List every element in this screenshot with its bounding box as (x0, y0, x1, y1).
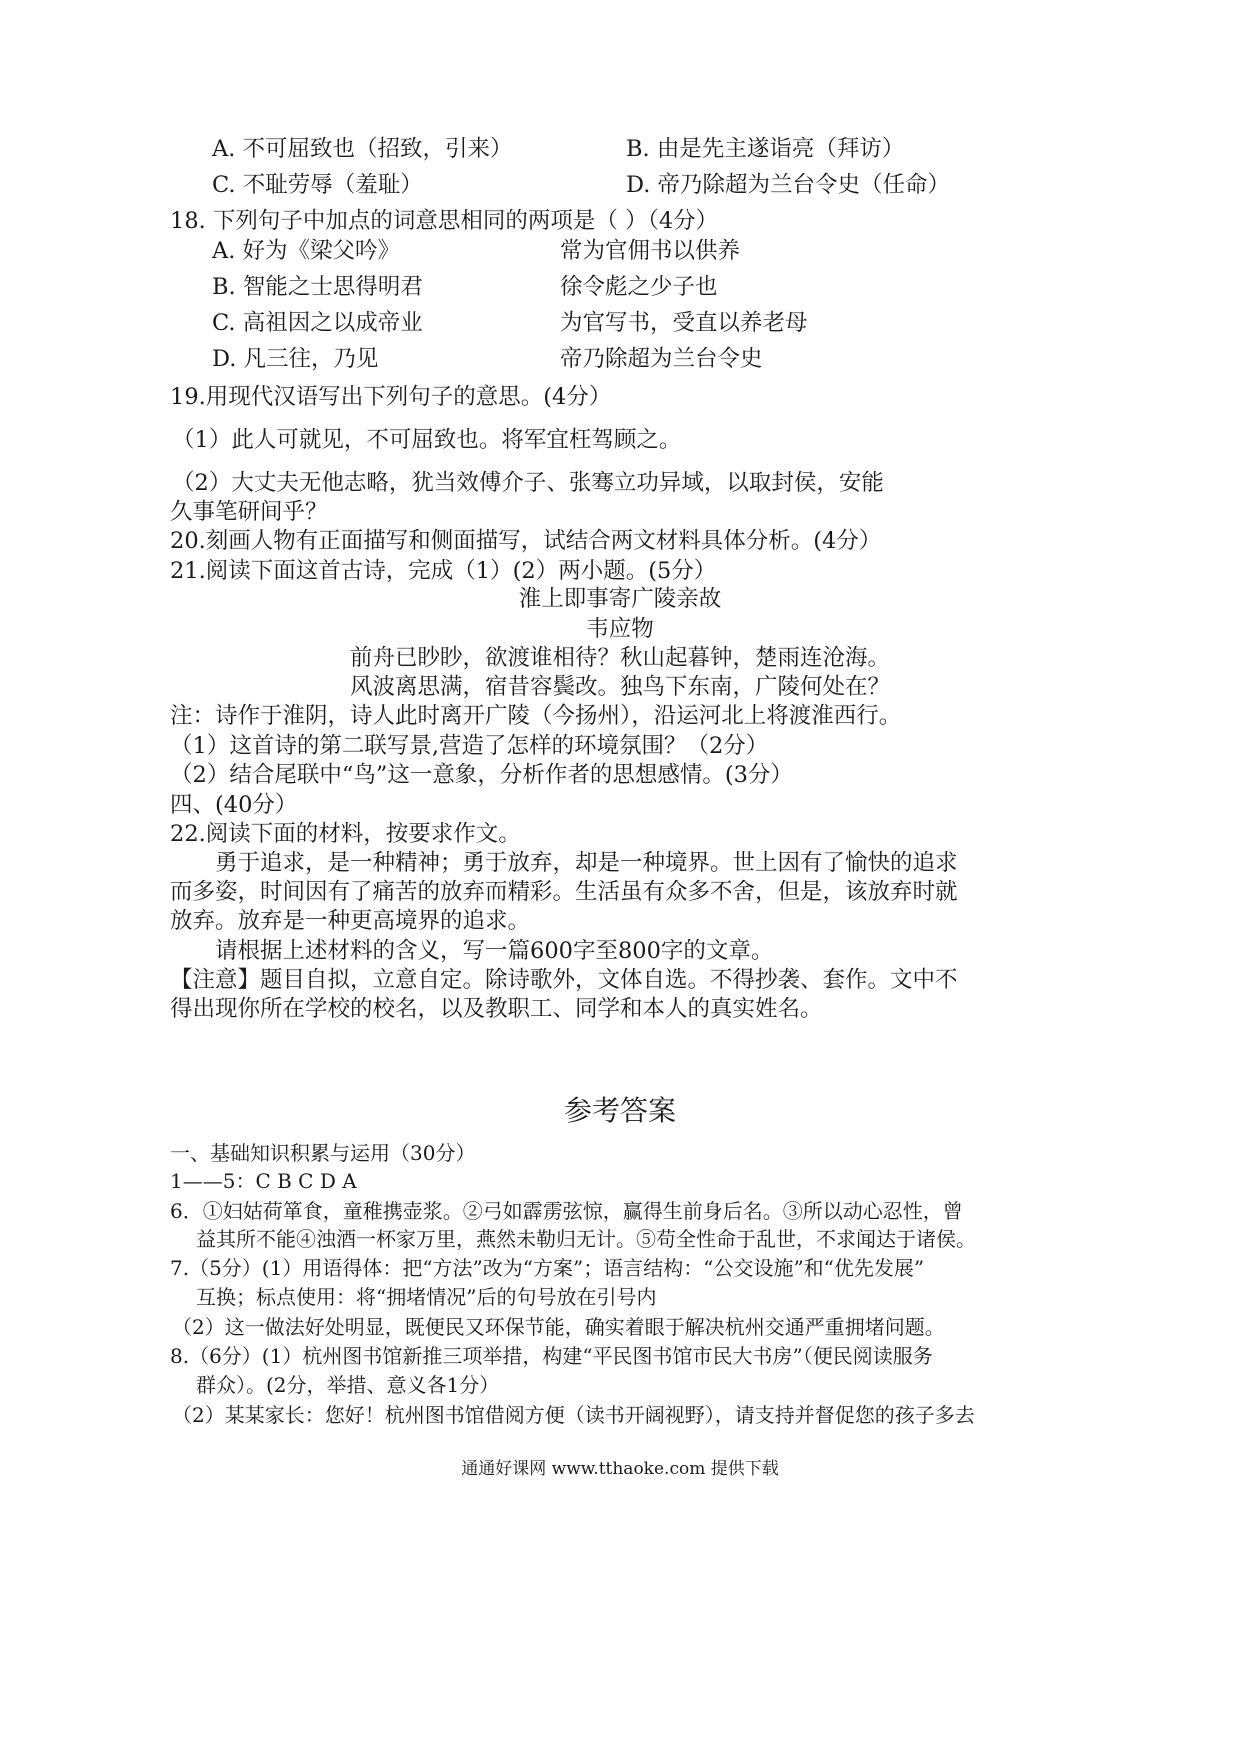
answers-section-1: 一、基础知识积累与运用（30分） (170, 1141, 476, 1165)
answer-7-line-3: （2）这一做法好处明显，既便民又环保节能，确实着眼于解决杭州交通严重拥堵问题。 (172, 1315, 945, 1339)
q18-row-a-left: A. 好为《梁父吟》 (212, 238, 401, 264)
q17-option-a: A. 不可屈致也（招致，引来） (212, 136, 513, 162)
section-4-heading: 四、(40分） (170, 792, 298, 818)
q17-option-c: C. 不耻劳辱（羞耻） (212, 172, 423, 198)
answer-6-line-2: 益其所不能④浊酒一杯家万里，燕然未勒归无计。⑤苟全性命于乱世，不求闻达于诸侯。 (196, 1227, 976, 1251)
poem-line-2: 风波离思满，宿昔容鬓改。独鸟下东南，广陵何处在？ (349, 674, 890, 700)
q19-sentence-2a: （2）大丈夫无他志略，犹当效傅介子、张骞立功异域，以取封侯，安能 (172, 470, 884, 496)
q21-sub-question-1: （1）这首诗的第二联写景,营造了怎样的环境氛围？（2分） (170, 733, 769, 759)
q18-row-b-left: B. 智能之士思得明君 (212, 274, 423, 300)
q22-material-line-2: 而多姿，时间因有了痛苦的放弃而精彩。生活虽有众多不舍，但是，该放弃时就 (170, 879, 958, 905)
q18-row-b-right: 徐令彪之少子也 (560, 274, 718, 300)
q22-material-line-3: 放弃。放弃是一种更高境界的追求。 (170, 908, 531, 934)
answers-title: 参考答案 (563, 1094, 676, 1127)
poem-title: 淮上即事寄广陵亲故 (518, 586, 722, 612)
q18-row-a-right: 常为官佣书以供养 (560, 238, 741, 264)
poem-line-1: 前舟已眇眇，欲渡谁相待？秋山起暮钟，楚雨连沧海。 (349, 645, 890, 671)
q18-stem: 18. 下列句子中加点的词意思相同的两项是（ ）（4分） (170, 208, 719, 234)
q19-sentence-2b: 久事笔研间乎？ (170, 499, 328, 525)
q19-sentence-1: （1）此人可就见，不可屈致也。将军宜枉驾顾之。 (172, 427, 682, 453)
answer-7-line-2: 互换；标点使用：将“拥堵情况”后的句号放在引号内 (196, 1285, 657, 1309)
answer-6-line-1: 6．①妇姑荷箪食，童稚携壶浆。②弓如霹雳弦惊，赢得生前身后名。③所以动心忍性，曾 (170, 1199, 963, 1223)
page-footer: 通通好课网 www.tthaoke.com 提供下载 (461, 1459, 779, 1479)
q22-requirement: 请根据上述材料的含义，写一篇600字至800字的文章。 (215, 938, 774, 964)
answers-1-5: 1——5：C B C D A (170, 1169, 357, 1193)
q17-option-b: B. 由是先主遂诣亮（拜访） (626, 136, 905, 162)
answer-7-line-1: 7.（5分）(1）用语得体：把“方法”改为“方案”；语言结构：“公交设施”和“优先发展” (170, 1256, 925, 1280)
q22-stem: 22.阅读下面的材料，按要求作文。 (170, 821, 521, 847)
q18-row-d-left: D. 凡三往，乃见 (212, 346, 379, 372)
poem-author: 韦应物 (586, 616, 654, 642)
q18-row-c-right: 为官写书，受直以养老母 (560, 310, 808, 336)
q21-sub-question-2: （2）结合尾联中“鸟”这一意象，分析作者的思想感情。(3分） (170, 762, 793, 788)
q19-stem: 19.用现代汉语写出下列句子的意思。(4分） (170, 384, 612, 410)
q22-notice-line-1: 【注意】题目自拟，立意自定。除诗歌外，文体自选。不得抄袭、套作。文中不 (170, 967, 958, 993)
q22-material-line-1: 勇于追求，是一种精神；勇于放弃，却是一种境界。世上因有了愉快的追求 (215, 850, 958, 876)
q22-notice-line-2: 得出现你所在学校的校名，以及教职工、同学和本人的真实姓名。 (170, 996, 823, 1022)
q17-option-d: D. 帝乃除超为兰台令史（任命） (626, 172, 951, 198)
q18-row-c-left: C. 高祖因之以成帝业 (212, 310, 423, 336)
q21-stem: 21.阅读下面这首古诗，完成（1）(2）两小题。(5分） (170, 558, 717, 584)
answer-8-line-1: 8.（6分）(1）杭州图书馆新推三项举措，构建“平民图书馆市民大书房”（便民阅读服务 (170, 1344, 933, 1368)
poem-note: 注：诗作于淮阴，诗人此时离开广陵（今扬州），沿运河北上将渡淮西行。 (170, 703, 902, 729)
q18-row-d-right: 帝乃除超为兰台令史 (560, 346, 763, 372)
q20-stem: 20.刻画人物有正面描写和侧面描写，试结合两文材料具体分析。(4分） (170, 528, 882, 554)
answer-8-line-3: （2）某某家长：您好！杭州图书馆借阅方便（读书开阔视野），请支持并督促您的孩子多去 (172, 1403, 975, 1427)
answer-8-line-2: 群众）。(2分，举措、意义各1分） (196, 1373, 500, 1397)
